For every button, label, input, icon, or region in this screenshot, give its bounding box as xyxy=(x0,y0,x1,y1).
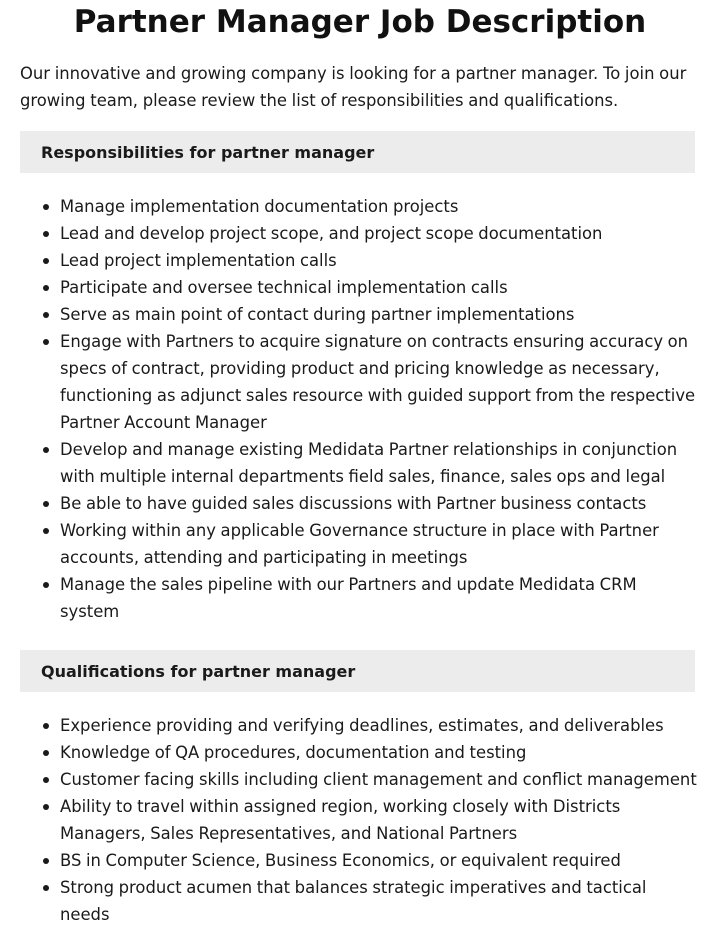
list-item: Engage with Partners to acquire signature on contracts ensuring accuracy on specs of contract, providing product and pricing knowledge as necessary, functioning as adjunct sales resource with guided support from the respective Partner Account Manager xyxy=(60,328,700,436)
responsibilities-heading: Responsibilities for partner manager xyxy=(20,131,695,173)
qualifications-list xyxy=(0,712,700,928)
list-item: Develop and manage existing Medidata Partner relationships in conjunction with multiple internal departments field sales, finance, sales ops and legal xyxy=(60,436,700,490)
qualifications-heading: Qualifications for partner manager xyxy=(20,650,695,692)
list-item: BS in Computer Science, Business Economics, or equivalent required xyxy=(60,847,700,874)
list-item: Working within any applicable Governance structure in place with Partner accounts, attending and participating in meetings xyxy=(60,517,700,571)
list-item: Customer facing skills including client management and conflict management xyxy=(60,766,700,793)
responsibilities-list xyxy=(0,193,700,625)
list-item: Serve as main point of contact during partner implementations xyxy=(60,301,700,328)
list-item: Participate and oversee technical implementation calls xyxy=(60,274,700,301)
list-item: Knowledge of QA procedures, documentation and testing xyxy=(60,739,700,766)
list-item: Lead and develop project scope, and project scope documentation xyxy=(60,220,700,247)
list-item: Manage implementation documentation projects xyxy=(60,193,700,220)
intro-paragraph: Our innovative and growing company is looking for a partner manager. To join our growing team, please review the list of responsibilities and qualifications. xyxy=(20,64,687,110)
list-item: Experience providing and verifying deadlines, estimates, and deliverables xyxy=(60,712,700,739)
list-item: Strong product acumen that balances strategic imperatives and tactical needs xyxy=(60,874,700,928)
list-item: Manage the sales pipeline with our Partners and update Medidata CRM system xyxy=(60,571,700,625)
list-item: Be able to have guided sales discussions with Partner business contacts xyxy=(60,490,700,517)
list-item: Ability to travel within assigned region, working closely with Districts Managers, Sales Representatives, and National Partners xyxy=(60,793,700,847)
page-title: Partner Manager Job Description xyxy=(73,4,647,40)
list-item: Lead project implementation calls xyxy=(60,247,700,274)
